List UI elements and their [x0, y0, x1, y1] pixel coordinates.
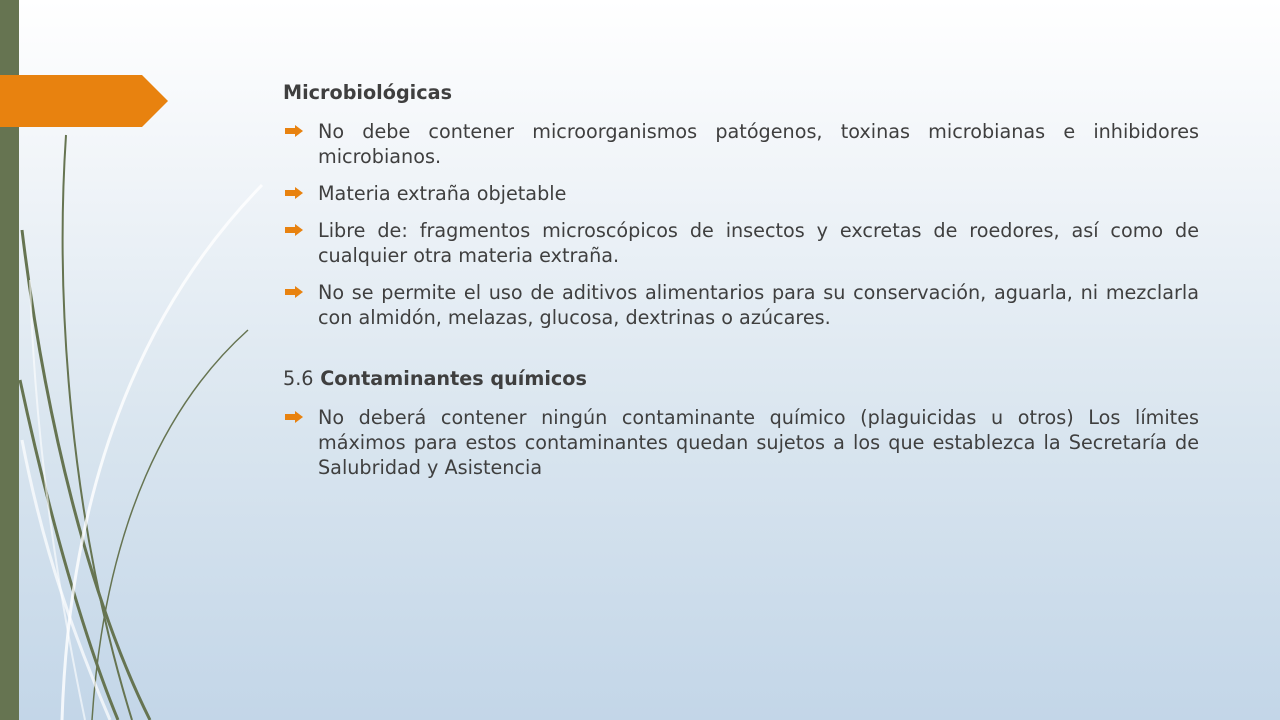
section-heading-microbiologicas: [283, 80, 1199, 105]
bullet-list-microbiologicas: [283, 119, 1199, 330]
section-title: Microbiológicas: [283, 81, 452, 104]
list-item: [283, 181, 1199, 206]
list-item-text: Libre de: fragmentos microscópicos de insectos y excretas de roedores, así como de cualquier otra materia extraña.: [318, 219, 1199, 267]
accent-tab-shape: [0, 75, 168, 127]
arrow-right-icon: [285, 187, 305, 199]
section-number: 5.6: [283, 367, 314, 390]
list-item-text: No debe contener microorganismos patógenos, toxinas microbianas e inhibidores microbianos.: [318, 120, 1199, 168]
section-heading-contaminantes: [283, 366, 1199, 391]
arrow-right-icon: [285, 125, 305, 137]
list-item: [283, 119, 1199, 169]
list-item: [283, 405, 1199, 480]
list-item-text: No se permite el uso de aditivos alimentarios para su conservación, aguarla, ni mezclarla con almidón, melazas, glucosa, dextrinas o azúcares.: [318, 281, 1199, 329]
arrow-right-icon: [285, 224, 305, 236]
slide-content: [283, 80, 1199, 492]
list-item-text: No deberá contener ningún contaminante químico (plaguicidas u otros) Los límites máximos para estos contaminantes quedan sujetos a los que establezca la Secretaría de Salubridad y Asistencia: [318, 406, 1199, 479]
list-item: [283, 280, 1199, 330]
arrow-right-icon: [285, 286, 305, 298]
bullet-list-contaminantes: [283, 405, 1199, 480]
list-item: [283, 218, 1199, 268]
section-title: Contaminantes químicos: [320, 367, 587, 390]
list-item-text: Materia extraña objetable: [318, 182, 567, 205]
arrow-right-icon: [285, 411, 305, 423]
